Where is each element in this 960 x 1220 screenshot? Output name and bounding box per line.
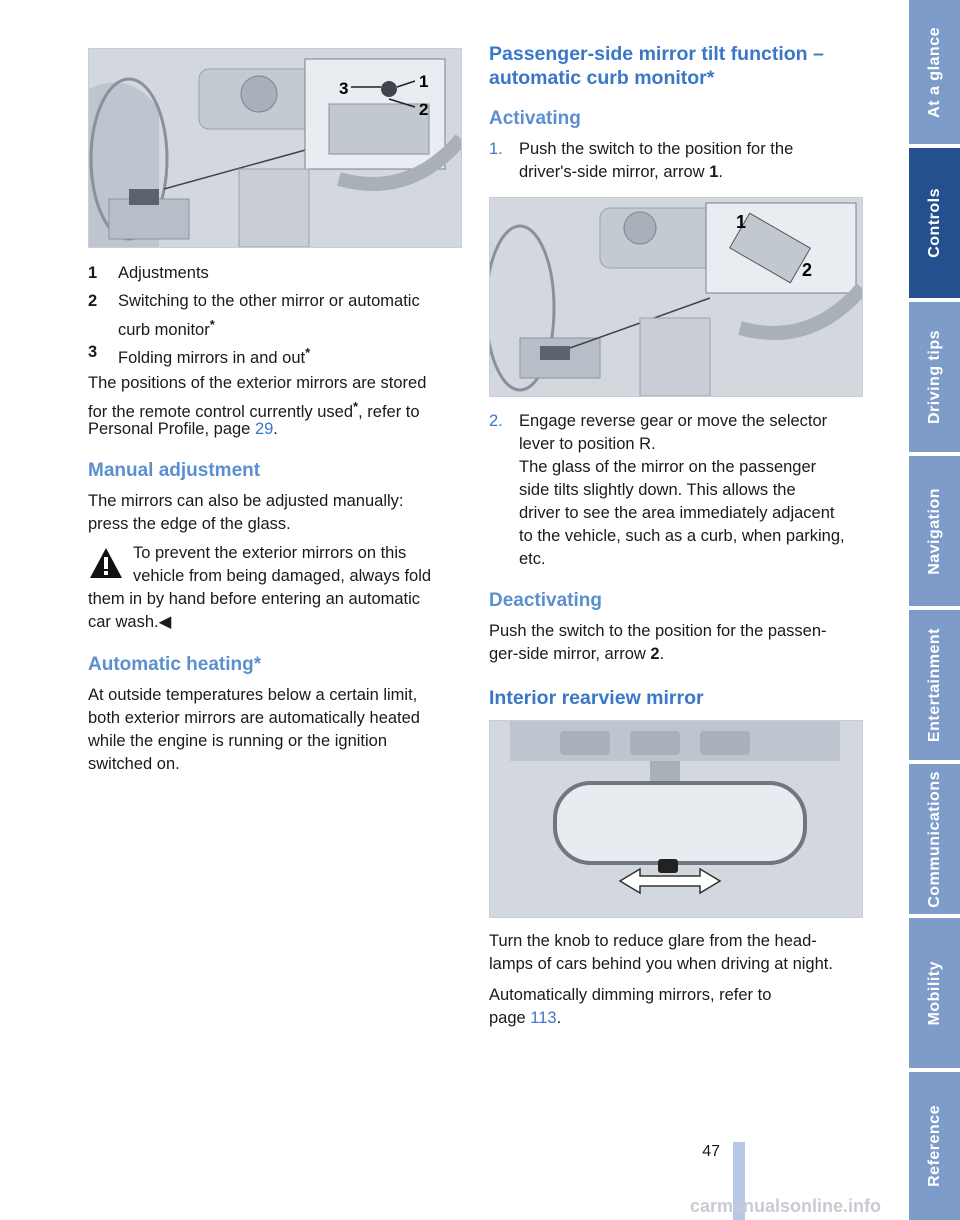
mirror-switch-figure [88,48,462,248]
stored-line-3: Personal Profile, page 29. [88,420,278,438]
item-number: 3 [88,343,98,361]
auto-dim-line-1: Automatically dimming mirrors, refer to [489,986,772,1004]
tab-label: Communications [925,770,943,908]
stored-line-3-text: Personal Profile, page [88,420,255,438]
optional-star: * [209,317,215,332]
heating-line-1: At outside temperatures below a certain limit, [88,686,418,704]
manual-adjustment-heading: Manual adjustment [88,460,261,481]
tab-at-a-glance[interactable] [909,0,960,144]
tab-label: Controls [925,188,943,258]
optional-star: * [305,345,311,360]
knob-line-2: lamps of cars behind you when driving at night. [489,955,833,973]
tab-mobility[interactable] [909,918,960,1068]
step-text: Push the switch to the position for the [519,140,794,158]
automatic-heating-heading: Automatic heating* [88,654,262,675]
stored-line-1: The positions of the exterior mirrors are stored [88,374,427,392]
tab-navigation[interactable] [909,456,960,606]
tab-label: Driving tips [925,329,943,424]
step-line: etc. [519,550,546,568]
warning-line-1: To prevent the exterior mirrors on this [133,544,407,562]
knob-line-1: Turn the knob to reduce glare from the head- [489,932,817,950]
tab-label: At a glance [925,26,943,118]
item-number: 1 [88,264,98,282]
deactivating-line-1: Push the switch to the position for the passen- [489,622,827,640]
item-number: 2 [88,292,98,310]
tab-label: Mobility [925,960,943,1026]
warning-icon [88,546,124,580]
auto-dim-text: page [489,1009,531,1027]
tilt-heading-line-2: automatic curb monitor* [489,67,715,89]
optional-star: * [353,399,359,414]
fig2-label-2: 2 [802,260,813,280]
step-line: to the vehicle, such as a curb, when parking, [519,527,845,545]
fig1-label-2: 2 [419,100,429,119]
tab-controls[interactable] [909,148,960,298]
heating-line-4: switched on. [88,755,180,773]
heating-line-3: while the engine is running or the ignition [88,732,388,750]
tab-entertainment[interactable] [909,610,960,760]
tab-label: Reference [925,1105,943,1187]
item-text-cont: curb monitor [118,321,210,339]
tab-driving-tips[interactable] [909,302,960,452]
tab-label: Entertainment [925,627,943,743]
chapter-sidebar [909,0,960,1220]
heating-line-2: both exterior mirrors are automatically heated [88,709,420,727]
item-text: Adjustments [118,264,209,282]
activating-heading: Activating [489,108,581,129]
tab-reference[interactable] [909,1072,960,1220]
arrow-ref: 1 [709,163,719,181]
tab-label: Navigation [925,487,943,575]
footer-watermark: carmanualsonline.info [690,1196,882,1216]
manual-line-1: The mirrors can also be adjusted manually: [88,492,404,510]
interior-mirror-figure [489,720,863,918]
item-text: Switching to the other mirror or automatic [118,292,420,310]
step-line: lever to position R. [519,435,656,453]
step-text-cont: driver's-side mirror, arrow [519,163,710,181]
step-2 [489,410,867,575]
fig2-label-1: 1 [736,212,747,232]
step-line: driver to see the area immediately adjacent [519,504,835,522]
deactivating-line-2: ger-side mirror, arrow 2. [489,645,665,663]
step-number: 1. [489,140,503,158]
interior-mirror-heading: Interior rearview mirror [489,687,704,709]
mirror-switch-arrows-figure [489,197,863,397]
warning-line-3: them in by hand before entering an automatic [88,590,421,608]
tab-communications[interactable] [909,764,960,914]
page-link-29[interactable]: 29 [254,420,274,438]
warning-line-4: car wash.◀ [88,613,172,631]
arrow-ref: 2 [650,645,660,663]
deactivating-heading: Deactivating [489,590,602,611]
list-item [88,290,460,339]
tilt-heading-line-1: Passenger-side mirror tilt function – [489,43,824,65]
fig1-label-1: 1 [419,72,429,91]
step-line: The glass of the mirror on the passenger [519,458,817,476]
stored-line-2a: for the remote control currently used [88,403,354,421]
page-link-113[interactable]: 113 [530,1009,557,1027]
manual-line-2: press the edge of the glass. [88,515,291,533]
deactivating-line-2-text: ger-side mirror, arrow [489,645,651,663]
step-number: 2. [489,412,503,430]
step-line: Engage reverse gear or move the selector [519,412,828,430]
item-text: Folding mirrors in and out [118,349,306,367]
step-line: side tilts slightly down. This allows the [519,481,796,499]
auto-dim-line-2: page 113. [489,1009,562,1027]
page-number: 47 [702,1143,720,1160]
fig1-label-3: 3 [339,79,349,98]
stored-line-2b: , refer to [358,403,420,421]
warning-line-2: vehicle from being damaged, always fold [133,567,432,585]
